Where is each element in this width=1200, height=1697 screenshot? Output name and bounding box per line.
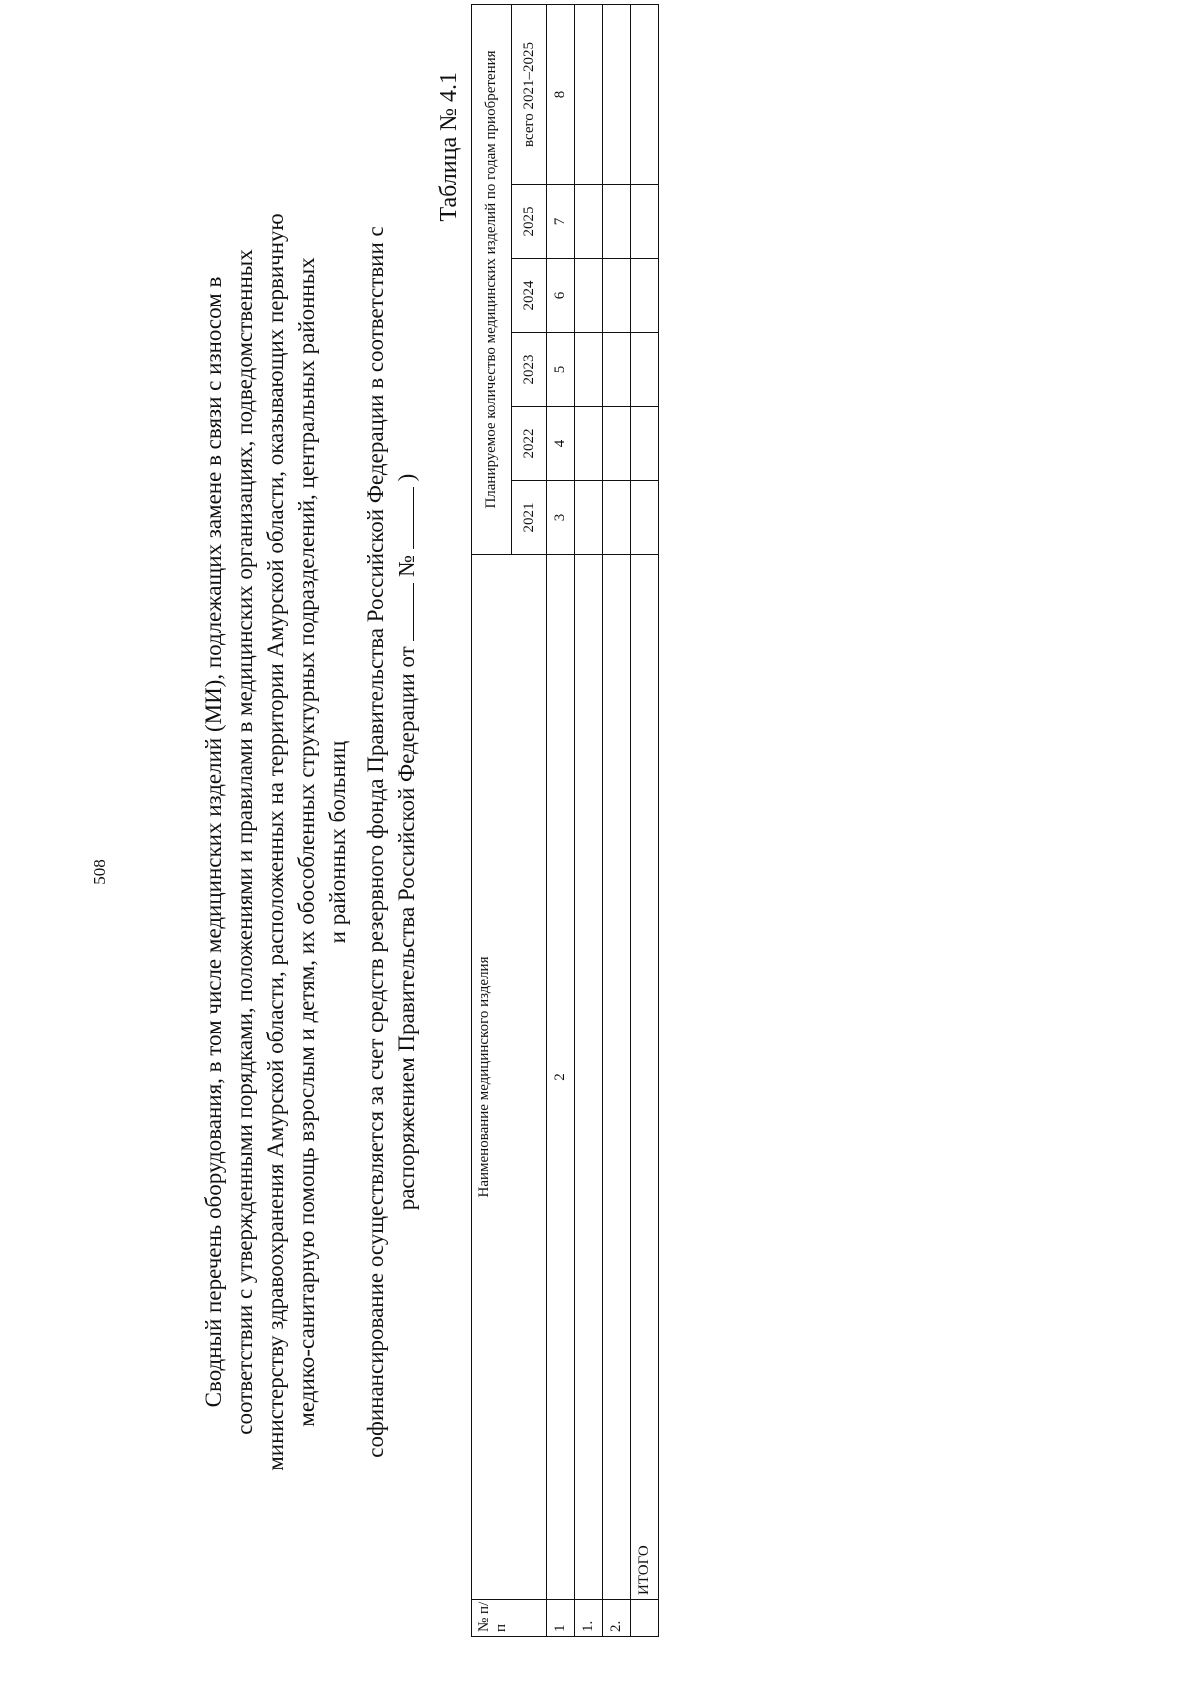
total-cell bbox=[631, 481, 659, 555]
cofinancing-line-1: софинансирование осуществляется за счет средств резервного фонда Правительства Российской Федерации в соответствии с bbox=[363, 226, 388, 1458]
index-cell: 3 bbox=[547, 481, 575, 555]
index-cell: 8 bbox=[547, 5, 575, 185]
row-number: 1. bbox=[575, 1600, 603, 1637]
heading-line: медико-санитарную помощь взрослым и детям, их обособленных структурных подразделений, центральных районных bbox=[294, 257, 319, 1427]
row-cell bbox=[603, 407, 631, 481]
number-blank-line bbox=[391, 487, 414, 549]
index-cell: 7 bbox=[547, 185, 575, 259]
table-row bbox=[603, 5, 631, 1637]
row-cell bbox=[603, 5, 631, 185]
column-header-number: № п/п bbox=[472, 1600, 547, 1637]
row-device-name bbox=[603, 555, 631, 1600]
row-number: 2. bbox=[603, 1600, 631, 1637]
heading-line: министерству здравоохранения Амурской области, расположенных на территории Амурской области, оказывающих первичную bbox=[263, 213, 288, 1471]
heading-line: Сводный перечень оборудования, в том числе медицинских изделий (МИ), подлежащих замене в связи с износом в bbox=[201, 276, 226, 1408]
index-cell: 2 bbox=[547, 555, 575, 1600]
total-cell bbox=[631, 333, 659, 407]
table-caption: Таблица № 4.1 bbox=[436, 72, 462, 222]
page-number: 508 bbox=[90, 859, 109, 885]
index-cell: 5 bbox=[547, 333, 575, 407]
total-row-number bbox=[631, 1600, 659, 1637]
total-cell bbox=[631, 407, 659, 481]
closing-paren: ) bbox=[394, 473, 419, 482]
total-row bbox=[631, 5, 659, 1637]
document-heading bbox=[198, 152, 353, 1532]
heading-line: соответствии с утвержденными порядками, положениями и правилами в медицинских организациях, подведомственных bbox=[232, 249, 257, 1435]
row-cell bbox=[575, 407, 603, 481]
year-header: 2024 bbox=[512, 259, 547, 333]
column-header-planned-quantity: Планируемое количество медицинских изделий по годам приобретения bbox=[472, 5, 512, 555]
row-cell bbox=[575, 481, 603, 555]
row-cell bbox=[575, 185, 603, 259]
year-header: 2021 bbox=[512, 481, 547, 555]
equipment-table bbox=[471, 4, 659, 1637]
year-header: 2023 bbox=[512, 333, 547, 407]
row-device-name bbox=[575, 555, 603, 1600]
total-cell bbox=[631, 5, 659, 185]
total-label: ИТОГО bbox=[631, 555, 659, 1600]
year-header: 2025 bbox=[512, 185, 547, 259]
total-cell bbox=[631, 259, 659, 333]
index-cell: 6 bbox=[547, 259, 575, 333]
index-cell: 4 bbox=[547, 407, 575, 481]
total-cell bbox=[631, 185, 659, 259]
number-sign: № bbox=[394, 554, 419, 577]
table-row bbox=[575, 5, 603, 1637]
index-cell: 1 bbox=[547, 1600, 575, 1637]
year-header: 2022 bbox=[512, 407, 547, 481]
cofinancing-note bbox=[360, 152, 422, 1532]
row-cell bbox=[603, 333, 631, 407]
row-cell bbox=[603, 481, 631, 555]
row-cell bbox=[575, 259, 603, 333]
column-header-name: Наименование медицинского изделия bbox=[472, 555, 547, 1600]
order-reference-text: распоряжением Правительства Российской Федерации от bbox=[394, 646, 419, 1211]
row-cell bbox=[603, 259, 631, 333]
total-years-header: всего 2021–2025 bbox=[512, 5, 547, 185]
row-cell bbox=[575, 333, 603, 407]
date-blank-line bbox=[391, 583, 414, 641]
heading-line: и районных больниц bbox=[325, 740, 350, 944]
row-cell bbox=[575, 5, 603, 185]
row-cell bbox=[603, 185, 631, 259]
cofinancing-line-2 bbox=[391, 152, 422, 1532]
